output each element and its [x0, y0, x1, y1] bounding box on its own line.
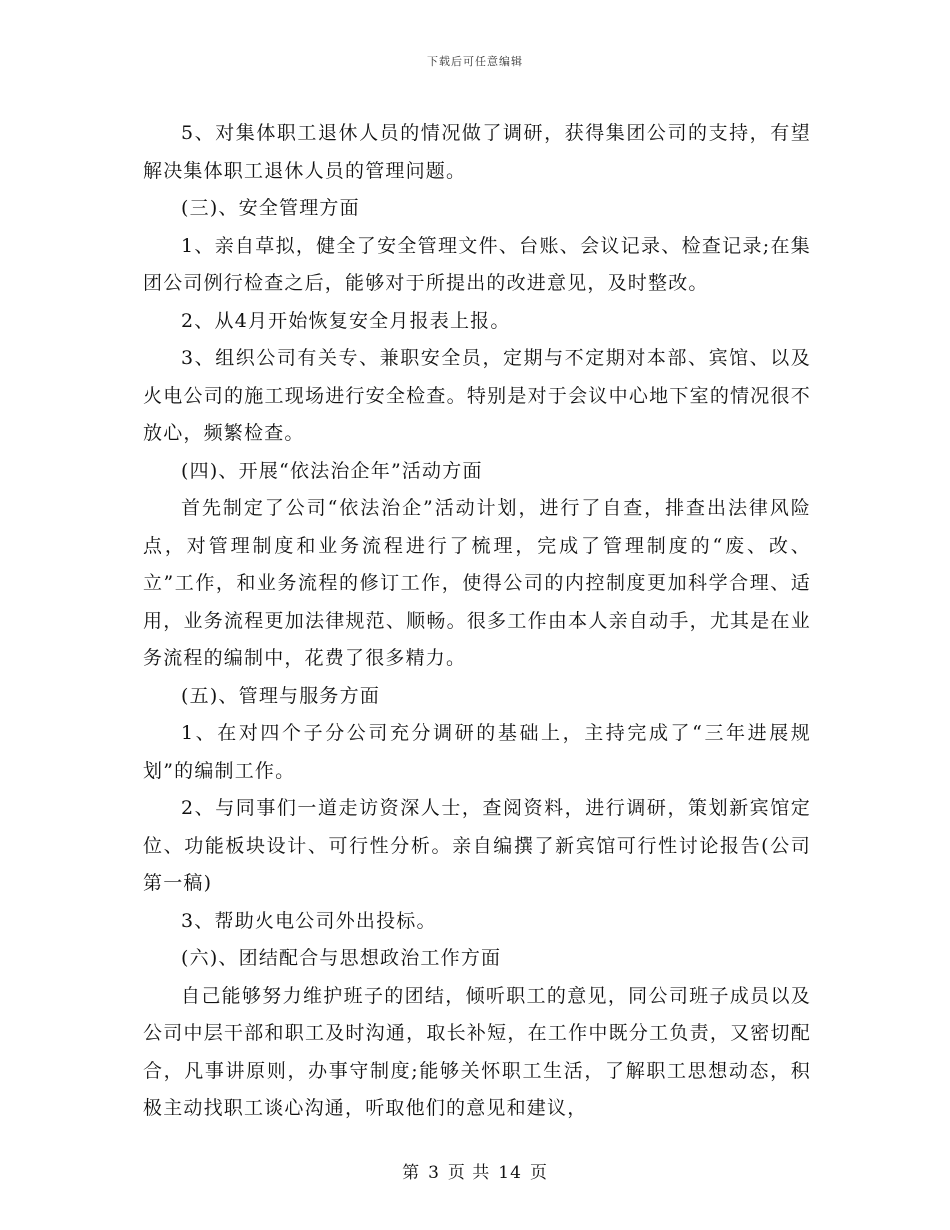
page-number-footer: [0, 1158, 950, 1183]
paragraph-management-2: 2、与同事们一道走访资深人士，查阅资料，进行调研，策划新宾馆定位、功能板块设计、可行性分析。亲自编撰了新宾馆可行性讨论报告(公司第一稿): [143, 797, 811, 894]
document-body: [143, 115, 811, 1128]
footer-middle: 页 共: [447, 1163, 491, 1183]
paragraph-safety-2: 2、从4月开始恢复安全月报表上报。: [181, 309, 511, 332]
paragraph-safety-3: 3、组织公司有关专、兼职安全员，定期与不定期对本部、宾馆、以及火电公司的施工现场进行安全检查。特别是对于会议中心地下室的情况很不放心，频繁检查。: [143, 347, 811, 444]
section-heading-unity: (六)、团结配合与思想政治工作方面: [181, 947, 502, 969]
section-heading-management: (五)、管理与服务方面: [181, 684, 381, 707]
paragraph-safety-1: 1、亲自草拟，健全了安全管理文件、台账、会议记录、检查记录;在集团公司例行检查之后，能够对于所提出的改进意见，及时整改。: [143, 234, 811, 294]
paragraph-item-5: 5、对集体职工退休人员的情况做了调研，获得集团公司的支持，有望解决集体职工退休人员的管理问题。: [143, 122, 811, 182]
footer-prefix: 第: [402, 1163, 421, 1183]
section-heading-legal: (四)、开展“依法治企年”活动方面: [181, 459, 483, 482]
page-header-note: 下载后可任意编辑: [427, 55, 523, 68]
paragraph-management-3: 3、帮助火电公司外出投标。: [181, 909, 437, 932]
footer-current-page: 3: [428, 1163, 440, 1183]
footer-total-pages: 14: [498, 1163, 522, 1183]
paragraph-legal: 首先制定了公司“依法治企”活动计划，进行了自查，排查出法律风险点，对管理制度和业务流程进行了梳理，完成了管理制度的“废、改、立”工作，和业务流程的修订工作，使得公司的内控制度更加科学合理、适用，业务流程更加法律规范、顺畅。很多工作由本人亲自动手，尤其是在业务流程的编制中，花费了很多精力。: [143, 497, 811, 669]
paragraph-unity: 自己能够努力维护班子的团结，倾听职工的意见，同公司班子成员以及公司中层干部和职工及时沟通，取长补短，在工作中既分工负责，又密切配合，凡事讲原则，办事守制度;能够关怀职工生活，了解职工思想动态，积极主动找职工谈心沟通，听取他们的意见和建议，: [143, 984, 811, 1119]
section-heading-safety: (三)、安全管理方面: [181, 197, 360, 219]
footer-suffix: 页: [529, 1163, 548, 1183]
paragraph-management-1: 1、在对四个子分公司充分调研的基础上，主持完成了“三年进展规划”的编制工作。: [143, 722, 811, 782]
